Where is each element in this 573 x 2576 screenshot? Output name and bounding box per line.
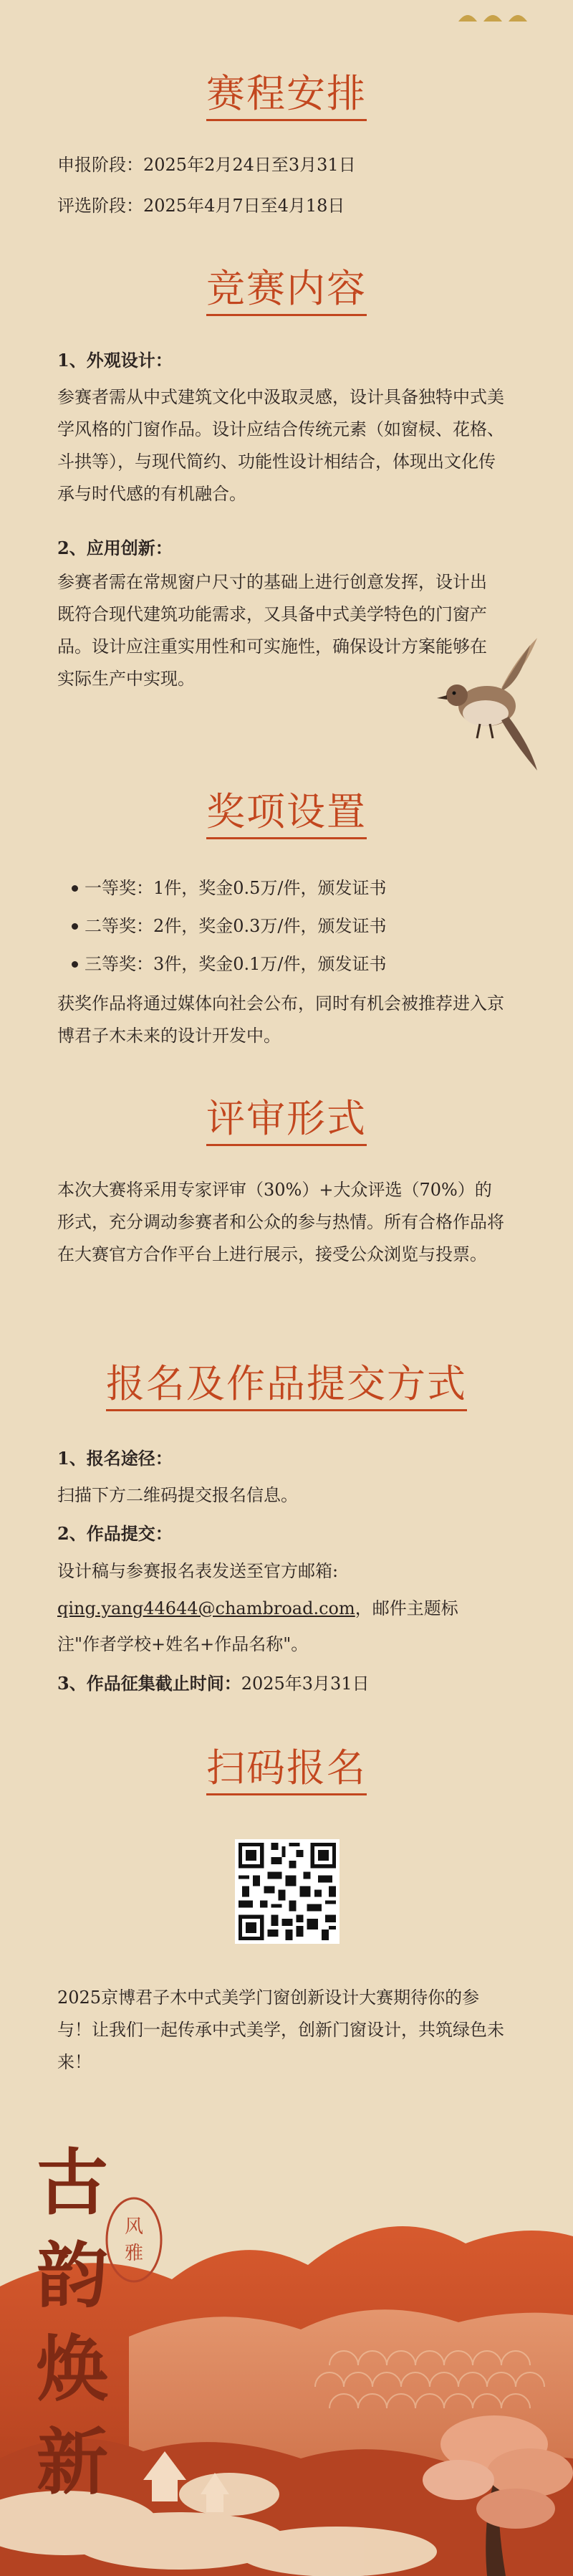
awards-list xyxy=(57,869,516,983)
closing-text: 2025京博君子木中式美学门窗创新设计大赛期待你的参与！让我们一起传承中式美学，创新门窗设计，共筑绿色未来！ xyxy=(57,1988,504,2072)
submission-title: 报名及作品提交方式 xyxy=(0,1353,573,1408)
calligraphy-title xyxy=(26,2136,119,2509)
calligraphy-char-1: 古 xyxy=(37,2140,108,2225)
content-para-2: 参赛者需在常规窗户尺寸的基础上进行创意发挥，设计出既符合现代建筑功能需求，又具备中式美学特色的门窗产品。设计应注重实用性和可实施性，确保设计方案能够在实际生产中实现。 xyxy=(57,572,487,689)
review-para: 本次大赛将采用专家评审（30%）+大众评选（70%）的形式，充分调动参赛者和公众的参与热情。所有合格作品将在大赛官方合作平台上进行展示，接受公众浏览与投票。 xyxy=(57,1180,504,1264)
cloud-ornament-icon xyxy=(455,7,534,29)
seal-stamp-icon xyxy=(102,2193,166,2286)
qr-code[interactable] xyxy=(235,1839,340,1944)
schedule-title: 赛程安排 xyxy=(0,63,573,118)
schedule-line-2: 评选阶段：2025年4月7日至4月18日 xyxy=(57,196,345,216)
submission-line-1: 扫描下方二维码提交报名信息。 xyxy=(57,1485,298,1505)
schedule-line-1: 申报阶段：2025年2月24日至3月31日 xyxy=(57,155,356,175)
submission-heading-2: 2、作品提交： xyxy=(57,1523,173,1544)
submission-line-2: 设计稿与参赛报名表发送至官方邮箱: xyxy=(57,1561,339,1581)
content-heading-1: 1、外观设计： xyxy=(57,350,173,371)
submission-heading-1: 1、报名途径： xyxy=(57,1448,173,1469)
svg-text:风: 风 xyxy=(124,2216,144,2238)
submission-line-3: qing.yang44644@chambroad.com，邮件主题标 xyxy=(57,1598,458,1618)
calligraphy-char-3: 焕 xyxy=(37,2327,108,2411)
award-item-2: 二等奖：2件，奖金0.3万/件，颁发证书 xyxy=(57,907,516,945)
email-link[interactable]: qing.yang44644@chambroad.com xyxy=(57,1598,355,1618)
review-title: 评审形式 xyxy=(0,1088,573,1143)
calligraphy-char-4: 新 xyxy=(37,2420,108,2504)
calligraphy-char-2: 韵 xyxy=(37,2233,108,2318)
submission-deadline: 3、作品征集截止时间：2025年3月31日 xyxy=(57,1673,370,1694)
awards-title: 奖项设置 xyxy=(0,781,573,836)
content-heading-2: 2、应用创新： xyxy=(57,538,173,558)
content-title: 竞赛内容 xyxy=(0,258,573,313)
content-para-1: 参赛者需从中式建筑文化中汲取灵感，设计具备独特中式美学风格的门窗作品。设计应结合传统元素（如窗棂、花格、斗拱等），与现代简约、功能性设计相结合，体现出文化传承与时代感的有机融合。 xyxy=(57,387,504,504)
scan-title: 扫码报名 xyxy=(0,1737,573,1793)
award-item-1: 一等奖：1件，奖金0.5万/件，颁发证书 xyxy=(57,869,516,907)
bird-illustration xyxy=(430,631,544,774)
award-item-3: 三等奖：3件，奖金0.1万/件，颁发证书 xyxy=(57,945,516,983)
submission-line-4: 注"作者学校+姓名+作品名称"。 xyxy=(57,1634,309,1654)
awards-note: 获奖作品将通过媒体向社会公布，同时有机会被推荐进入京博君子木未来的设计开发中。 xyxy=(57,993,504,1046)
svg-text:雅: 雅 xyxy=(124,2243,144,2264)
